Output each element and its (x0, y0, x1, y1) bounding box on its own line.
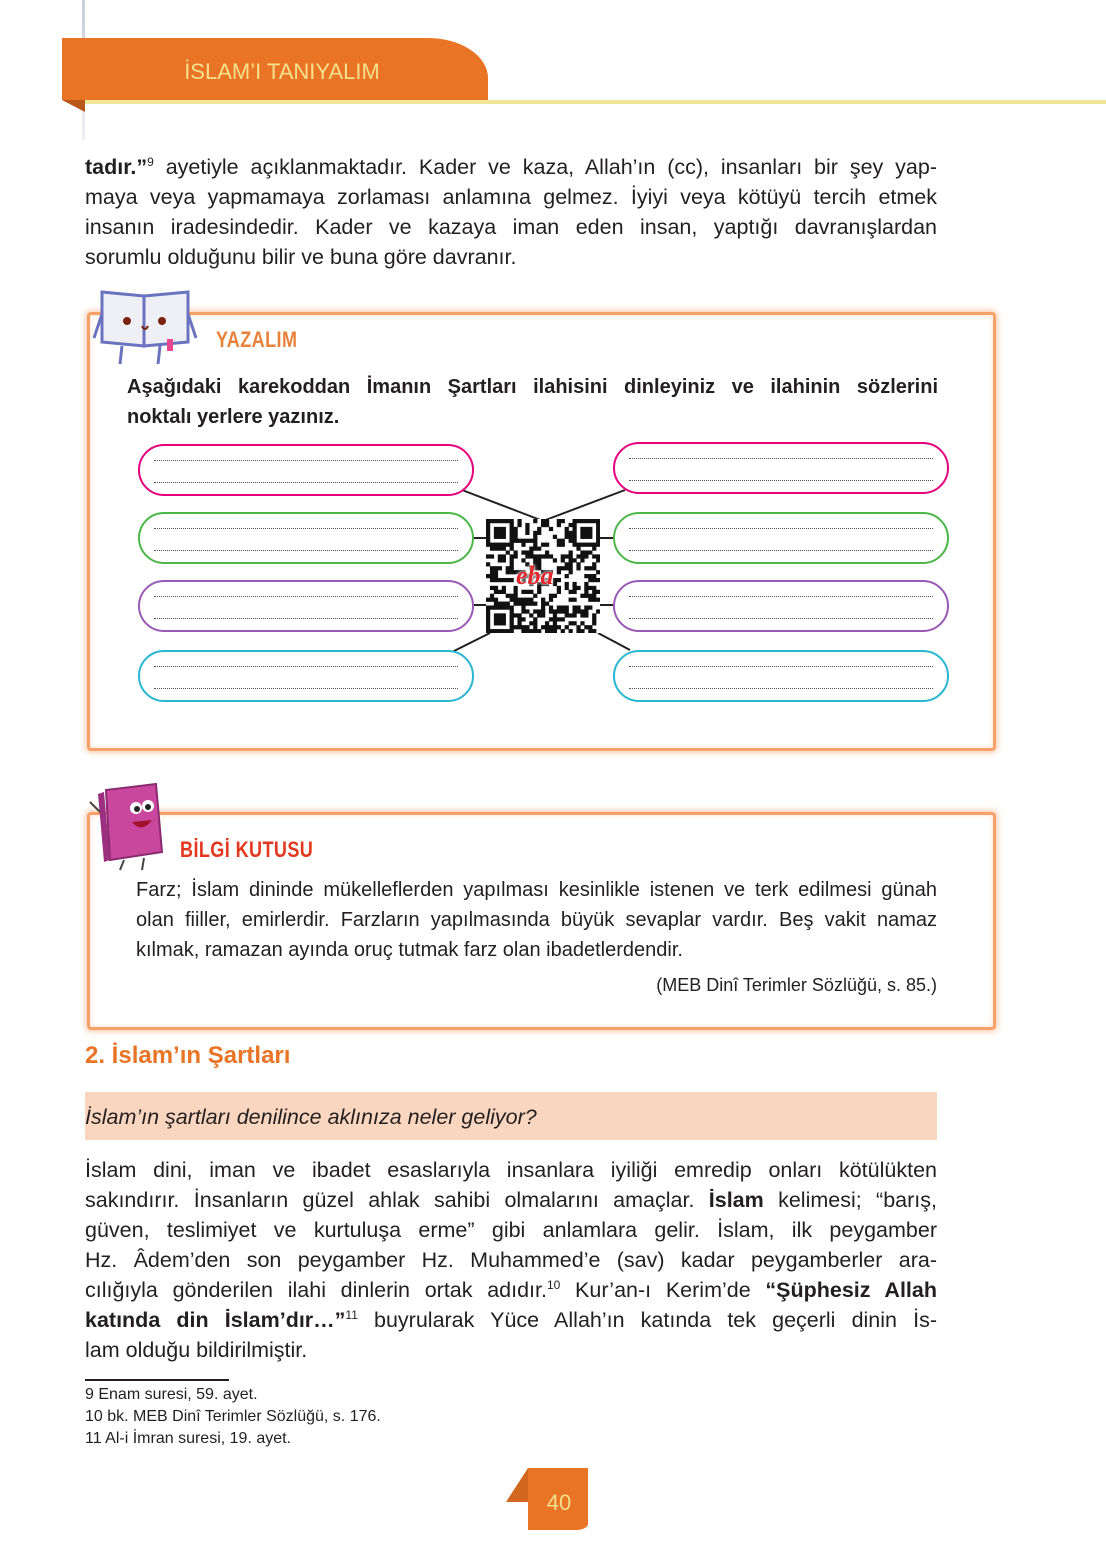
text-segment: sakındırır. İnsanların güzel ahlak sahibi olmalarını amaçlar. (85, 1188, 709, 1212)
dotted-line (629, 688, 933, 689)
text-segment: sorumlu olduğunu bilir ve buna göre davranır. (85, 245, 517, 269)
footnote-10: 10 bk. MEB Dinî Terimler Sözlüğü, s. 176. (85, 1408, 381, 1425)
dotted-line (154, 528, 458, 529)
text-line (85, 1245, 937, 1275)
text-segment: insanın iradesindedir. Kader ve kazaya iman eden insan, yaptığı davranışlardan (85, 215, 937, 239)
eba-logo: eba (516, 561, 554, 590)
connector-lines (0, 0, 1106, 760)
dotted-line (629, 550, 933, 551)
answer-field[interactable] (613, 580, 949, 632)
dotted-line (154, 550, 458, 551)
text-segment: tadır.” (85, 155, 148, 179)
footnote-rule (85, 1379, 229, 1381)
text-segment: Hz. Âdem’den son peygamber Hz. Muhammed’e (sav) kadar peygamberler ara- (85, 1248, 937, 1272)
text-segment: ayetiyle açıklanmaktadır. Kader ve kaza, Allah’ın (cc), insanları bir şey yap- (153, 155, 937, 179)
qr-code[interactable] (486, 519, 600, 633)
text-segment: Kur’an-ı Kerim’de (560, 1278, 766, 1302)
answer-field[interactable] (138, 580, 474, 632)
footnote-ref: 11 (345, 1308, 358, 1322)
dotted-line (629, 528, 933, 529)
text-segment: İslam (708, 1188, 764, 1212)
dotted-line (629, 666, 933, 667)
dotted-line (154, 688, 458, 689)
dotted-line (629, 618, 933, 619)
dotted-line (629, 480, 933, 481)
answer-field[interactable] (613, 512, 949, 564)
text-line (85, 1305, 937, 1335)
dotted-line (629, 596, 933, 597)
paragraph-2 (85, 1155, 937, 1365)
text-line: Farz; İslam dininde mükelleflerden yapılması kesinlikle istenen ve terk edilmesi günah (136, 879, 937, 901)
bilgi-kutusu-text (136, 875, 937, 965)
section-heading: 2. İslam’ın Şartları (85, 1042, 291, 1069)
text-line: kılmak, ramazan ayında oruç tutmak farz olan ibadetlerdendir. (136, 939, 683, 961)
text-line: noktalı yerlere yazınız. (127, 406, 340, 428)
footnote-11: 11 Al-i İmran suresi, 19. ayet. (85, 1430, 292, 1447)
text-segment: İslam dini, iman ve ibadet esaslarıyla insanlara iyiliği emredip onları kötülükten (85, 1158, 937, 1182)
dotted-line (154, 482, 458, 483)
text-segment: cılığıyla gönderilen ilahi dinlerin ortak adıdır. (85, 1278, 547, 1302)
dotted-line (154, 618, 458, 619)
bilgi-kutusu-title: BİLGİ KUTUSU (180, 837, 314, 862)
answer-field[interactable] (613, 442, 949, 494)
dotted-line (154, 666, 458, 667)
dotted-line (154, 596, 458, 597)
answer-field[interactable] (138, 444, 474, 496)
answer-field[interactable] (138, 512, 474, 564)
book-mascot-icon (86, 782, 178, 872)
text-segment: “Şüphesiz Allah (765, 1278, 937, 1302)
footnote-9: 9 Enam suresi, 59. ayet. (85, 1386, 258, 1403)
text-line: olan fiiller, emirlerdir. Farzların yapılmasında büyük sevaplar vardır. Beş vakit namaz (136, 909, 937, 931)
text-line (85, 1215, 937, 1245)
text-line (85, 1275, 937, 1305)
footnote-ref: 10 (546, 1278, 561, 1292)
text-line (85, 1185, 937, 1215)
yazalim-title: YAZALIM (216, 327, 298, 352)
text-line (85, 1155, 937, 1185)
page-tab-fold (506, 1468, 528, 1502)
question-band: İslam’ın şartları denilince aklınıza neler geliyor? (85, 1092, 937, 1140)
page-number: 40 (546, 1490, 572, 1515)
text-line: Aşağıdaki karekoddan İmanın Şartları ilahisini dinleyiniz ve ilahinin sözlerini (127, 376, 938, 398)
footnote-ref: 9 (147, 155, 154, 169)
text-segment: güven, teslimiyet ve kurtuluşa erme” gibi anlamlara gelir. İslam, ilk peygamber (85, 1218, 937, 1242)
text-segment: kelimesi; “barış, (763, 1188, 937, 1212)
text-segment: buyrularak Yüce Allah’ın katında tek geçerli dinin İs- (357, 1308, 937, 1332)
dotted-line (629, 458, 933, 459)
chapter-title: İSLAM’I TANIYALIM (184, 59, 380, 84)
bilgi-source: (MEB Dinî Terimler Sözlüğü, s. 85.) (656, 975, 937, 995)
text-segment: katında din İslam’dır…” (85, 1308, 346, 1332)
text-segment: lam olduğu bildirilmiştir. (85, 1338, 308, 1362)
text-segment: maya veya yapmamaya zorlaması anlamına gelmez. İyiyi veya kötüyü tercih etmek (85, 185, 937, 209)
dotted-line (154, 460, 458, 461)
answer-field[interactable] (138, 650, 474, 702)
answer-field[interactable] (613, 650, 949, 702)
text-line (85, 1335, 937, 1365)
